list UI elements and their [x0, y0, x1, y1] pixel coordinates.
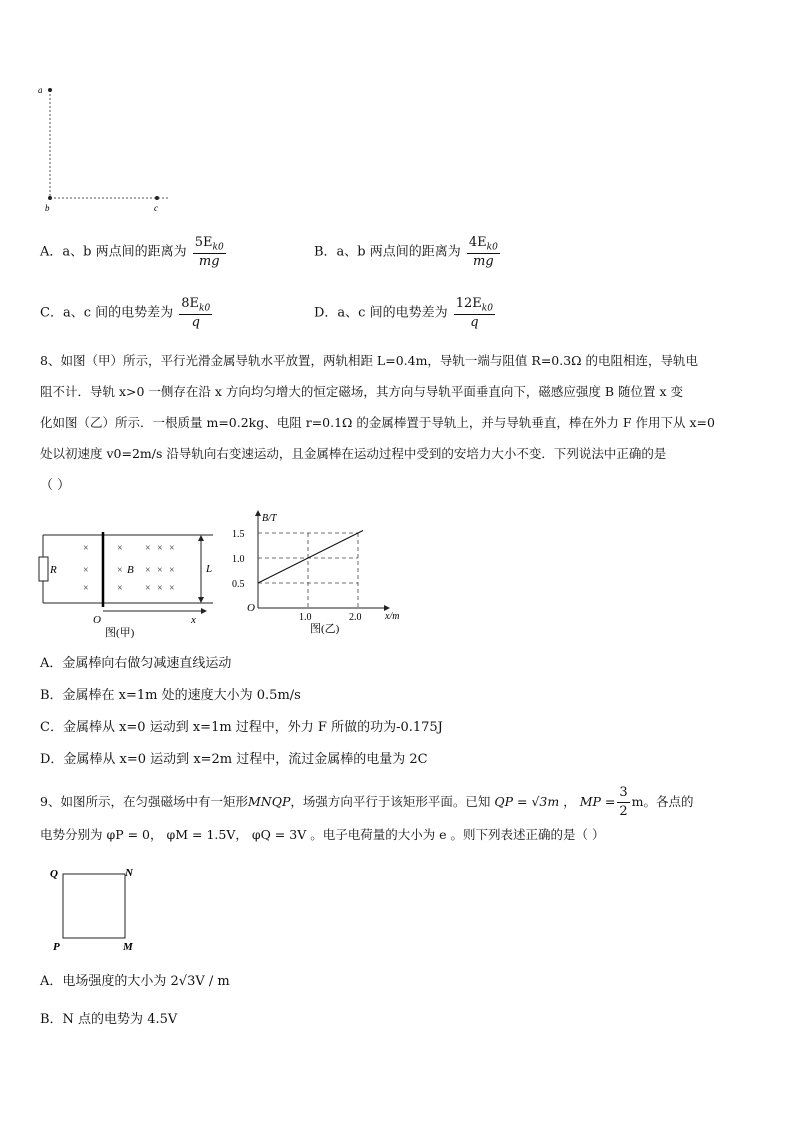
q8-option-a: A．金属棒向右做匀减速直线运动 — [40, 656, 232, 671]
q9-line-2: 电势分别为 φP = 0， φM = 1.5V， φQ = 3V 。电子电荷量的大小为 e 。则下列表述正确的是（ ） — [40, 827, 605, 842]
q7-option-c: C．a、c 间的电势差为 $\frac{8E_{k0}}{q}$ — [40, 296, 211, 330]
svg-text:×: × — [117, 543, 123, 554]
point-m-label: M — [123, 941, 133, 953]
svg-text:×: × — [145, 583, 151, 594]
caption-yi: 图(乙) — [310, 623, 340, 635]
figure-jia — [35, 525, 220, 640]
q8-line-4: 处以初速度 v0=2m/s 沿导轨向右变速运动，且金属棒在运动过程中受到的安培力大小不变．下列说法中正确的是 — [40, 446, 667, 461]
q8-option-c: C．金属棒从 x=0 运动到 x=1m 过程中，外力 F 所做的功为-0.175J — [40, 720, 443, 735]
q8-option-d: D．金属棒从 x=0 运动到 x=2m 过程中，流过金属棒的电量为 2C — [40, 752, 428, 767]
point-q-label: Q — [50, 868, 58, 880]
x-tick-label: 1.0 — [299, 612, 312, 623]
figure-yi-chart — [230, 508, 410, 638]
l-label: L — [206, 563, 213, 575]
point-p-label: P — [53, 941, 60, 953]
y-axis-label: B/T — [262, 513, 277, 524]
q8-line-1: 8、如图（甲）所示，平行光滑金属导轨水平放置，两轨相距 L=0.4m，导轨一端与阻值 R=0.3Ω 的电阻相连，导轨电 — [40, 353, 699, 368]
svg-text:×: × — [117, 565, 123, 576]
resistor — [39, 557, 48, 581]
svg-text:×: × — [157, 543, 163, 554]
q8-line-3: 化如图（乙）所示．一根质量 m=0.2kg、电阻 r=0.1Ω 的金属棒置于导轨上，并与导轨垂直，棒在外力 F 作用下从 x=0 — [40, 415, 715, 430]
rectangle-mnqp-figure — [45, 862, 145, 954]
q9-option-a: A．电场强度的大小为 2√3V / m — [40, 974, 230, 989]
svg-text:×: × — [157, 583, 163, 594]
q8-line-5: （ ） — [40, 478, 71, 493]
svg-text:×: × — [83, 565, 89, 576]
q7-option-b: B．a、b 两点间的距离为 $\frac{4E_{k0}}{mg}$ — [314, 235, 498, 269]
q7-option-a: A．a、b 两点间的距离为 $\frac{5E_{k0}}{mg}$ — [40, 235, 224, 269]
origin-label: O — [93, 614, 101, 626]
svg-text:×: × — [169, 543, 175, 554]
svg-text:×: × — [169, 583, 175, 594]
y-tick-label: 1.0 — [232, 554, 245, 565]
resistor-label: R — [50, 564, 57, 576]
q9-line-1: 9、如图所示，在匀强磁场中有一矩形MNQP，场强方向平行于该矩形平面。已知 QP = √3m ， MP = $\frac{3}{2}$ m。各点的 — [40, 785, 694, 819]
y-tick-label: 1.5 — [232, 529, 245, 540]
abc-figure — [30, 80, 190, 220]
q8-line-2: 阻不计．导轨 x>0 一侧存在沿 x 方向均匀增大的恒定磁场，其方向与导轨平面垂直向下，磁感应强度 B 随位置 x 变 — [40, 384, 684, 399]
svg-text:×: × — [83, 583, 89, 594]
x-label: x — [191, 614, 196, 626]
point-c-label: c — [154, 203, 158, 213]
q7-option-d: D．a、c 间的电势差为 $\frac{12E_{k0}}{q}$ — [314, 296, 493, 330]
svg-text:×: × — [117, 583, 123, 594]
svg-text:×: × — [145, 565, 151, 576]
point-b-label: b — [45, 203, 50, 213]
y-tick-label: 0.5 — [232, 579, 245, 590]
x-axis-label: x/m — [385, 611, 400, 622]
svg-text:×: × — [157, 565, 163, 576]
q8-option-b: B．金属棒在 x=1m 处的速度大小为 0.5m/s — [40, 688, 301, 703]
q9-option-b: B．N 点的电势为 4.5V — [40, 1012, 178, 1027]
x-tick-label: 2.0 — [349, 612, 362, 623]
point-n-label: N — [125, 867, 133, 879]
svg-text:×: × — [83, 543, 89, 554]
svg-text:×: × — [169, 565, 175, 576]
b-field-label: B — [127, 564, 134, 576]
chart-origin-label: O — [247, 602, 255, 614]
svg-text:×: × — [145, 543, 151, 554]
b-vs-x-line — [258, 531, 363, 584]
point-a-label: a — [38, 85, 43, 95]
caption-jia: 图(甲) — [105, 627, 135, 639]
